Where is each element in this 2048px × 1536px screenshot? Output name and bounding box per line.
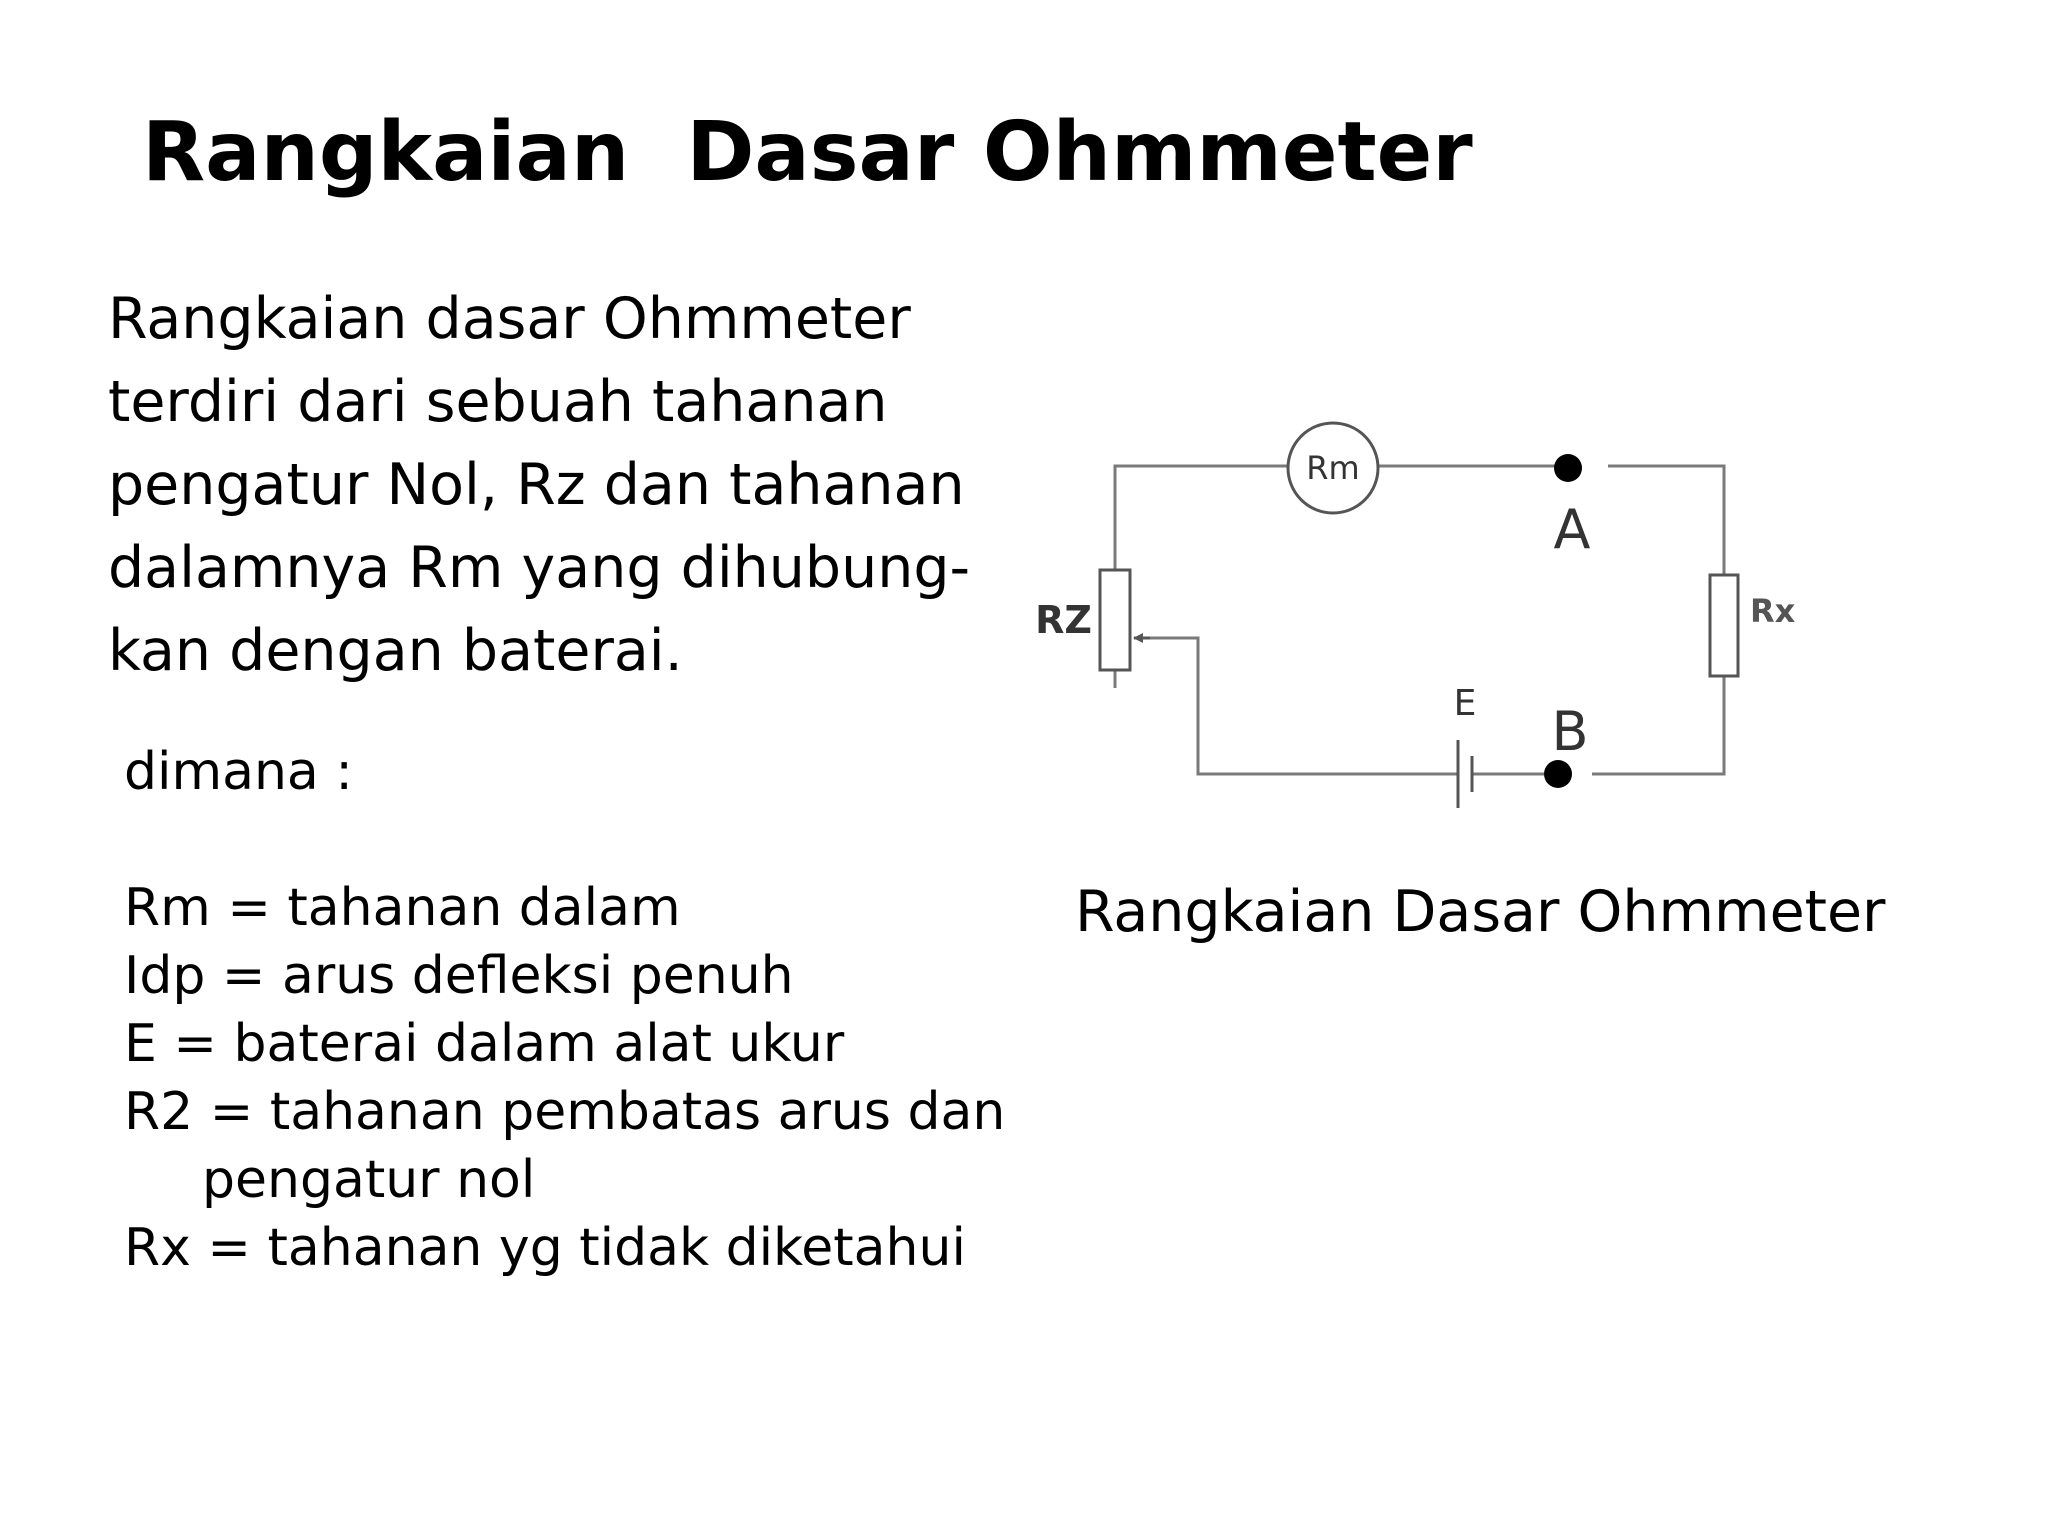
wire-top-left bbox=[1115, 466, 1288, 570]
definition-rm bbox=[124, 874, 1024, 942]
intro-line: dalamnya Rm yang dihubung- bbox=[108, 535, 971, 601]
definitions-heading: dimana : bbox=[124, 742, 353, 802]
label-a: A bbox=[1553, 498, 1591, 561]
definitions-block bbox=[124, 738, 1024, 1282]
rz-resistor bbox=[1100, 570, 1130, 670]
label-b: B bbox=[1551, 700, 1589, 763]
definition-continuation: pengatur nol bbox=[202, 1150, 536, 1210]
wire-a-to-rx bbox=[1608, 466, 1724, 575]
terminal-b bbox=[1544, 760, 1572, 788]
label-e: E bbox=[1453, 683, 1477, 724]
definitions-list bbox=[124, 874, 1024, 1282]
definition-text: Rm = tahanan dalam bbox=[124, 878, 681, 938]
label-rm: Rm bbox=[1306, 449, 1360, 487]
definition-r2 bbox=[124, 1078, 1024, 1214]
ohmmeter-circuit-diagram bbox=[1010, 400, 1890, 840]
definition-text: R2 = tahanan pembatas arus dan bbox=[124, 1082, 1006, 1142]
label-rz: RZ bbox=[1035, 598, 1092, 642]
definition-idp bbox=[124, 942, 1024, 1010]
circuit-svg bbox=[1010, 400, 1890, 840]
wire-battery-to-rz bbox=[1150, 638, 1458, 774]
rx-resistor bbox=[1710, 575, 1738, 676]
intro-paragraph bbox=[108, 278, 1008, 693]
slide-title: Rangkaian Dasar Ohmmeter bbox=[142, 105, 1473, 200]
definition-rx bbox=[124, 1214, 1024, 1282]
definition-text: Rx = tahanan yg tidak diketahui bbox=[124, 1218, 966, 1278]
intro-line: Rangkaian dasar Ohmmeter bbox=[108, 286, 911, 352]
intro-line: pengatur Nol, Rz dan tahanan bbox=[108, 452, 965, 518]
intro-line: kan dengan baterai. bbox=[108, 618, 683, 684]
definition-text: Idp = arus defleksi penuh bbox=[124, 946, 794, 1006]
definition-text: E = baterai dalam alat ukur bbox=[124, 1014, 845, 1074]
diagram-caption: Rangkaian Dasar Ohmmeter bbox=[1075, 879, 1886, 945]
label-rx: Rx bbox=[1750, 592, 1796, 630]
intro-line: terdiri dari sebuah tahanan bbox=[108, 369, 888, 435]
terminal-a bbox=[1554, 454, 1582, 482]
definition-e bbox=[124, 1010, 1024, 1078]
wire-rx-to-b bbox=[1592, 676, 1724, 774]
